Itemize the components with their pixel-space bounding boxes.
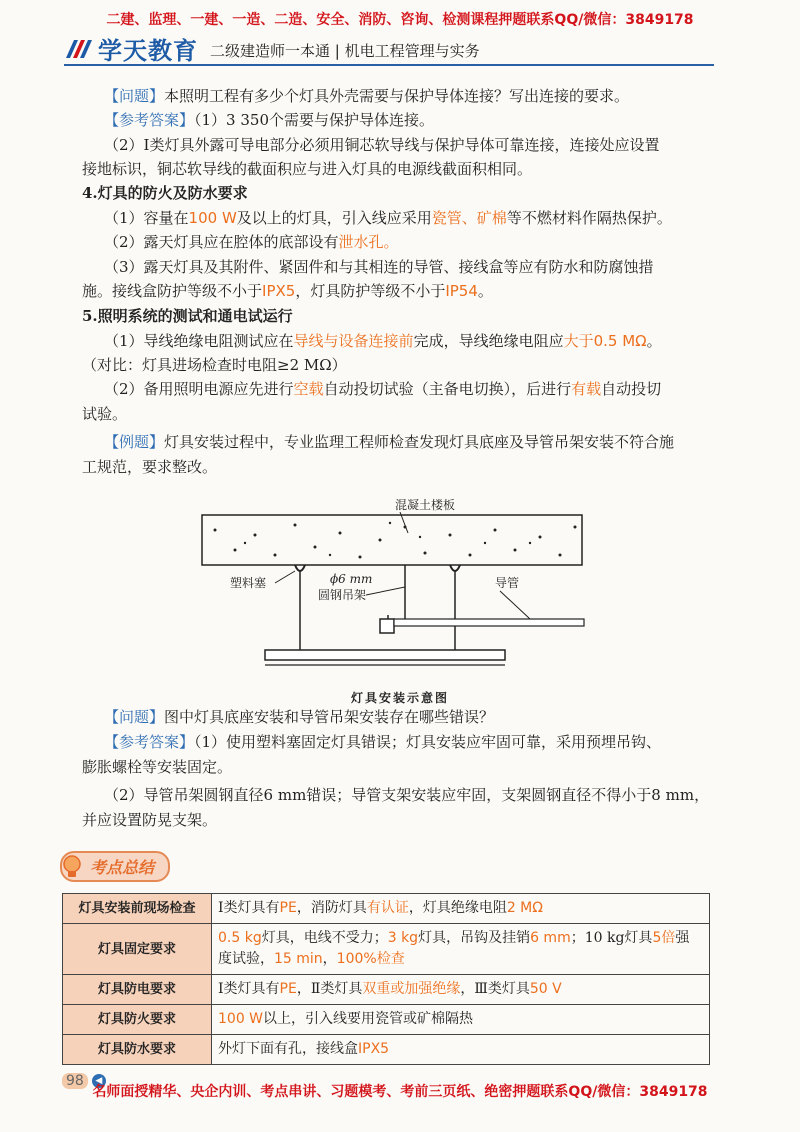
summary-row: [63, 894, 710, 924]
summary-value-part: Ⅰ类灯具有: [218, 900, 280, 916]
page-number: 98 ◀: [62, 1073, 106, 1089]
figure-caption: 灯具安装示意图: [350, 691, 449, 705]
brand-logo: [64, 33, 198, 63]
header-divider: [64, 64, 714, 66]
summary-heading: [62, 851, 170, 882]
summary-value-part: 3 kg: [387, 930, 419, 946]
summary-value-part: 6 mm: [530, 930, 571, 946]
answer-1-part-2: （2）Ⅰ类灯具外露可导电部分必须用铜芯软导线与保护导体可靠连接，连接处应设置: [104, 136, 660, 154]
lamp-body: [265, 650, 505, 660]
label-slab: 混凝土楼板: [395, 498, 456, 512]
summary-key: 灯具防火要求: [63, 1005, 212, 1035]
label-conduit: 导管: [495, 576, 520, 590]
top-banner: 二建、监理、一建、一造、二造、安全、消防、咨询、检测课程押题联系QQ/微信：3849178: [106, 12, 694, 28]
fire-req-2: （2）露天灯具应在腔体的底部设有泄水孔。: [104, 233, 399, 251]
concrete-aggregate-dots: [214, 522, 577, 559]
concrete-slab: [202, 515, 582, 565]
answer-2-part-1-cont: 膨胀螺栓等安装固定。: [82, 758, 233, 776]
answer-2-part-2-cont: 并应设置防晃支架。: [82, 811, 218, 829]
fire-req-3-cont: 施。接线盒防护等级不小于IPX5，灯具防护等级不小于IP54。: [82, 282, 493, 300]
summary-value-part: PE: [279, 981, 297, 997]
summary-value: [212, 894, 710, 924]
summary-value-part: ，Ⅲ类灯具: [460, 981, 530, 997]
summary-value-part: ；10 kg灯具: [570, 930, 653, 946]
conduit: [394, 619, 584, 626]
brand-name: 学天教育: [98, 36, 198, 65]
summary-value: [212, 924, 710, 975]
summary-value-part: 强度试验，: [218, 930, 690, 967]
summary-row: [63, 1005, 710, 1035]
header-title: 二级建造师一本通 | 机电工程管理与实务: [210, 42, 480, 60]
example-question-cont: 工规范，要求整改。: [82, 458, 218, 476]
summary-key: 灯具安装前现场检查: [63, 894, 212, 924]
answer-1-part-1: 【参考答案】（1）3 350个需要与保护导体连接。: [104, 111, 435, 129]
fire-req-1: （1）容量在100 W及以上的灯具，引入线应采用瓷管、矿棉等不燃材料作隔热保护。: [104, 209, 672, 227]
summary-value-part: PE: [279, 900, 297, 916]
logo-icon: [64, 36, 94, 60]
summary-value-part: ，: [322, 951, 337, 967]
summary-key: 灯具固定要求: [63, 924, 212, 975]
question-1: 【问题】本照明工程有多少个灯具外壳需要与保护导体连接？写出连接的要求。: [104, 87, 630, 105]
summary-value: [212, 975, 710, 1005]
summary-value-part: 灯具，吊钩及挂销: [418, 930, 531, 946]
summary-value-part: Ⅰ类灯具有: [218, 981, 280, 997]
bottom-banner: 名师面授精华、央企内训、考点串讲、习题模考、考前三页纸、绝密押题联系QQ/微信：3849178: [92, 1084, 708, 1100]
summary-value-part: 100%检查: [336, 951, 405, 967]
section-heading-5: 5.照明系统的测试和通电试运行: [82, 307, 293, 325]
lightbulb-icon: [62, 855, 82, 879]
answer-1-part-2-cont: 接地标识，铜芯软导线的截面积应与进入灯具的电源线截面积相同。: [82, 160, 533, 178]
summary-value-part: 5倍: [652, 930, 676, 946]
answer-2-part-1: 【参考答案】（1）使用塑料塞固定灯具错误；灯具安装应牢固可靠，采用预埋吊钩、: [104, 733, 662, 751]
summary-title: 考点总结: [60, 851, 170, 882]
summary-value-part: 2 MΩ: [506, 900, 543, 916]
summary-value: [212, 1035, 710, 1065]
summary-value-part: 外灯下面有孔，接线盒: [218, 1041, 358, 1057]
summary-value: [212, 1005, 710, 1035]
summary-table: [62, 893, 710, 1065]
test-req-2: （2）备用照明电源应先进行空载自动投切试验（主备电切换），后进行有载自动投切: [104, 380, 662, 398]
plastic-plug-left: [295, 565, 305, 571]
fire-req-3: （3）露天灯具及其附件、紧固件和与其相连的导管、接线盒等应有防水和防腐蚀措: [104, 258, 654, 276]
summary-value-part: 以上，引入线要用瓷管或矿棉隔热: [263, 1011, 474, 1027]
example-question: 【例题】灯具安装过程中，专业监理工程师检查发现灯具底座及导管吊架安装不符合施: [104, 433, 675, 451]
question-2: 【问题】图中灯具底座安装和导管吊架安装存在哪些错误？: [104, 708, 495, 726]
summary-value-part: 双重或加强绝缘: [362, 981, 461, 997]
summary-value-part: IPX5: [358, 1041, 390, 1057]
label-round-steel-hanger: 圆钢吊架: [318, 588, 367, 602]
summary-value-part: 100 W: [218, 1011, 264, 1027]
summary-value-part: 50 V: [529, 981, 562, 997]
summary-row: [63, 924, 710, 975]
summary-key: 灯具防水要求: [63, 1035, 212, 1065]
test-req-2-cont: 试验。: [82, 405, 128, 423]
summary-value-part: 15 min: [274, 951, 323, 967]
summary-row: [63, 1035, 710, 1065]
test-req-1-compare: （对比：灯具进场检查时电阻≥2 MΩ）: [82, 356, 347, 374]
page-marker-icon: ◀: [92, 1074, 106, 1088]
summary-value-part: 灯具，电线不受力；: [261, 930, 388, 946]
lamp-installation-diagram: [180, 495, 600, 685]
summary-value-part: ，Ⅱ类灯具: [296, 981, 363, 997]
answer-2-part-2: （2）导管吊架圆钢直径6 mm错误；导管支架安装应牢固，支架圆钢直径不得小于8 mm，: [104, 786, 710, 804]
label-rod-diameter: ϕ6 mm: [330, 572, 373, 586]
summary-value-part: ，消防灯具: [296, 900, 367, 916]
summary-value-part: 0.5 kg: [218, 930, 262, 946]
summary-row: [63, 975, 710, 1005]
summary-value-part: ，灯具绝缘电阻: [408, 900, 507, 916]
label-plastic-plug: 塑料塞: [230, 576, 267, 590]
junction-box: [380, 619, 394, 633]
plastic-plug-right: [450, 565, 460, 571]
section-heading-4: 4.灯具的防火及防水要求: [82, 184, 248, 202]
summary-key: 灯具防电要求: [63, 975, 212, 1005]
test-req-1: （1）导线绝缘电阻测试应在导线与设备连接前完成，导线绝缘电阻应大于0.5 MΩ。: [104, 332, 662, 350]
summary-value-part: 有认证: [366, 900, 409, 916]
